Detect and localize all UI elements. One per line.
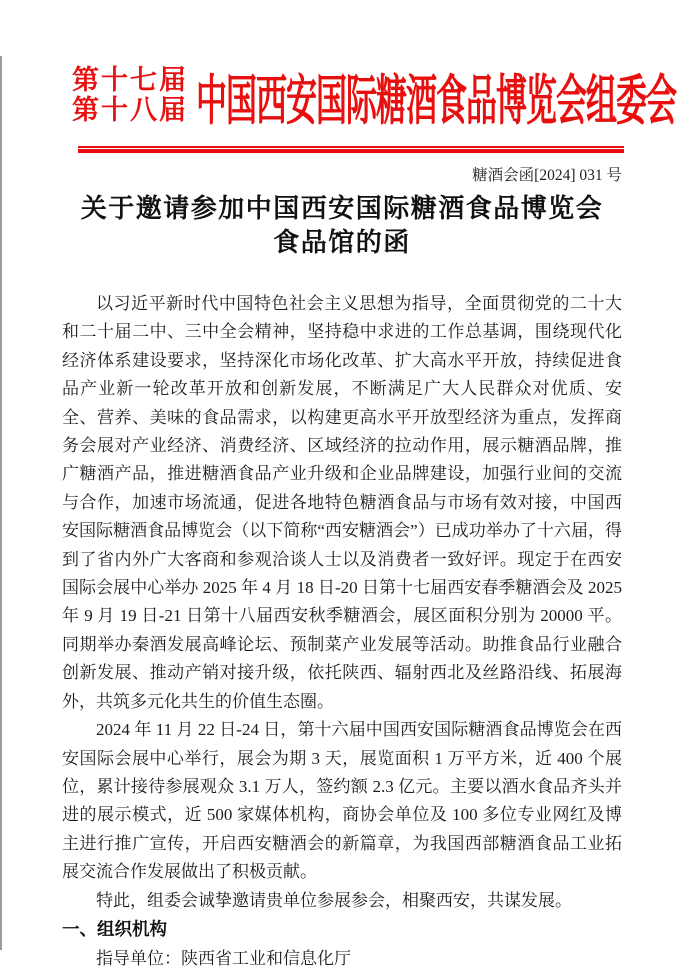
document-body: [62, 290, 622, 915]
reference-number: 糖酒会函[2024] 031 号: [472, 167, 622, 184]
document-page: [0, 56, 684, 968]
session-top-label: 第十七届: [72, 65, 188, 95]
letterhead-divider: [78, 146, 624, 153]
body-paragraph-3: 特此，组委会诚挚邀请贵单位参展参会，相聚西安，共谋发展。: [96, 890, 572, 910]
body-paragraph-1: 以习近平新时代中国特色社会主义思想为指导，全面贯彻党的二十大和二十届二中、三中全会精神，坚持稳中求进的工作总基调，围绕现代化经济体系建设要求，坚持深化市场化改革、扩大高水平开放，持续促进食品产业新一轮改革开放和创新发展，不断满足广大人民群众对优质、安全、营养、美味的食品需求，以构建更高水平开放型经济为重点，发挥商务会展对产业经济、消费经济、区域经济的拉动作用，展示糖酒品牌，推广糖酒产品，推进糖酒食品产业升级和企业品牌建设，加强行业间的交流与合作，加速市场流通，促进各地特色糖酒食品与市场有效对接，中国西安国际糖酒食品博览会（以下简称“西安糖酒会”）已成功举办了十六届，得到了省内外广大客商和参观洽谈人士以及消费者一致好评。现定于在西安国际会展中心举办 2025 年 4 月 18 日-20 日第十七届西安春季糖酒会及 2025 年 9 月 19 日-21 日第十八届西安秋季糖酒会，展区面积分别为 20000 平。同期举办秦酒发展高峰论坛、预制菜产业发展等活动。助推食品行业融合创新发展、推动产销对接升级，依托陕西、辐射西北及丝路沿线、拓展海外，共筑多元化共生的价值生态圈。: [62, 294, 622, 711]
body-paragraph-2: 2024 年 11 月 22 日-24 日，第十六届中国西安国际糖酒食品博览会在西安国际会展中心举行，展会为期 3 天，展览面积 1 万平方米，近 400 个展位，累计接待参展观众 3.1 万人，签约额 2.3 亿元。主要以酒水食品齐头并进的展示模式，近 500 家媒体机构，商协会单位及 100 多位专业网红及博主进行推广宣传，开启西安糖酒会的新篇章，为我国西部糖酒食品工业拓展交流合作发展做出了积极贡献。: [62, 720, 622, 882]
organization-name: 中国西安国际糖酒食品博览会组委会: [196, 69, 676, 131]
letterhead-sessions: [72, 65, 188, 125]
section-heading-organization: 一、组织机构: [62, 918, 167, 939]
document-title-line1: 关于邀请参加中国西安国际糖酒食品博览会: [80, 194, 604, 223]
letterhead: [72, 56, 676, 134]
guide-unit-line: 指导单位：陕西省工业和信息化厅: [96, 948, 351, 968]
session-bottom-label: 第十八届: [72, 95, 188, 125]
scan-edge-line: [0, 56, 2, 950]
document-title-line2: 食品馆的函: [273, 228, 411, 257]
document-title: [40, 192, 644, 260]
